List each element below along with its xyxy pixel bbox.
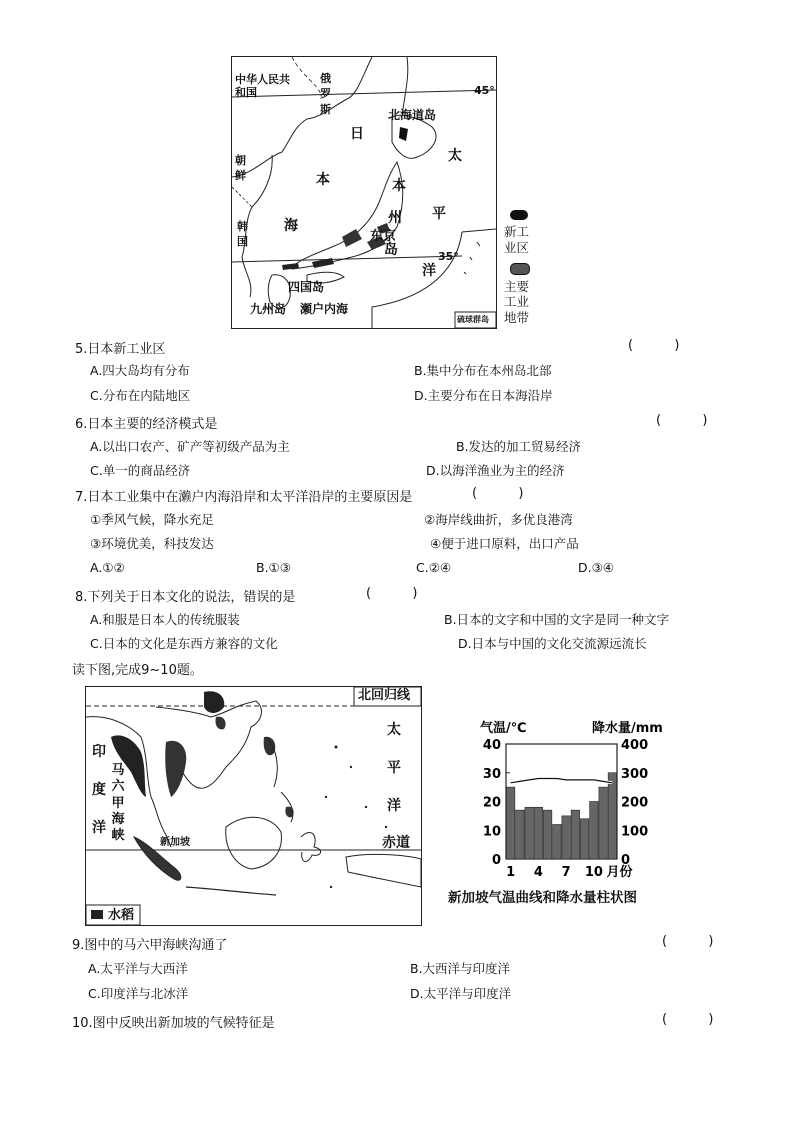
q7-option-b[interactable]: B.①③ [256,560,291,575]
indian-char-1: 印 [92,744,106,760]
label-japan-sea-1: 日 [350,126,364,142]
label-japan-sea-2: 本 [316,172,330,188]
precipitation-bar [553,825,561,860]
q5-stem: 5.日本新工业区 [75,342,166,357]
q7-statement-3: ③环境优美，科技发达 [90,536,214,551]
pacific-char-2: 平 [387,759,401,776]
q8-option-d[interactable]: D.日本与中国的文化交流源远流长 [458,636,647,651]
y-right-tick-label: 0 [621,853,631,868]
q5-option-c[interactable]: C.分布在内陆地区 [90,388,191,403]
y-right-tick-label: 200 [621,795,649,811]
q5-answer-blank[interactable]: ( ) [628,338,680,353]
pacific-char-1: 太 [387,722,401,738]
y-right-tick-label: 300 [621,766,649,782]
malacca-char-1: 马 [111,763,125,778]
malacca-char-5: 峡 [111,828,125,843]
y-right-tick-label: 100 [621,824,649,840]
label-hokkaido: 北海道岛 [388,108,437,122]
indian-char-2: 度 [92,781,106,798]
precipitation-bar [562,816,570,859]
main-industrial-symbol [510,263,530,275]
precipitation-bar [580,819,588,859]
q6-option-a[interactable]: A.以出口农产、矿产等初级产品为主 [90,439,290,454]
precipitation-bar [543,810,551,859]
y-left-tick-label: 10 [482,824,501,840]
q9-option-a[interactable]: A.太平洋与大西洋 [88,961,188,976]
label-pacific-1: 太 [448,148,462,164]
label-singapore: 新加坡 [160,837,190,848]
precipitation-bar [608,773,616,859]
q9-option-d[interactable]: D.太平洋与印度洋 [410,986,512,1001]
legend-main-industrial: 主要工业地带 [504,278,530,325]
q7-statement-1: ①季风气候，降水充足 [90,512,214,527]
label-china: 中华人民共和国 [235,73,290,100]
sea-map-drawing [86,687,421,925]
label-pacific-3: 洋 [422,263,436,279]
x-tick-label: 4 [533,865,543,880]
q6-option-d[interactable]: D.以海洋渔业为主的经济 [426,463,565,478]
q10-stem: 10.图中反映出新加坡的气候特征是 [72,1016,275,1031]
x-tick-label: 1 [506,865,516,880]
label-lat-35: 35° [438,250,459,263]
q6-option-b[interactable]: B.发达的加工贸易经济 [456,439,582,454]
label-tropic: 北回归线 [358,688,411,703]
y-left-tick-label: 0 [491,853,501,868]
q7-stem: 7.日本工业集中在濑户内海沿岸和太平洋沿岸的主要原因是 [75,490,413,505]
label-korea-north: 朝鲜 [235,154,246,183]
legend-new-industrial: 新工业区 [504,224,530,256]
pacific-char-3: 洋 [387,797,401,814]
q8-option-b[interactable]: B.日本的文字和中国的文字是同一种文字 [444,612,670,627]
q7-option-a[interactable]: A.①② [90,560,125,575]
label-kyushu: 九州岛 [250,302,287,316]
y-left-tick-label: 30 [482,766,501,782]
q7-statement-2: ②海岸线曲折，多优良港湾 [424,512,573,527]
malacca-char-4: 海 [111,811,125,827]
q6-answer-blank[interactable]: ( ) [656,413,708,428]
precipitation-bar [516,810,524,859]
label-pacific-2: 平 [432,206,446,222]
q8-option-a[interactable]: A.和服是日本人的传统服装 [90,612,240,627]
precipitation-bar [534,807,542,859]
label-honshu-1: 本 [392,178,406,194]
precipitation-bar [590,802,598,860]
q9-stem: 9.图中的马六甲海峡沟通了 [72,938,228,953]
label-malacca [110,763,126,844]
japan-map-legend [500,210,540,325]
label-shikoku: 四国岛 [288,280,325,294]
climate-chart-svg [470,712,685,884]
y-left-title: 气温/℃ [480,721,527,736]
q8-stem: 8.下列关于日本文化的说法，错误的是 [75,590,296,605]
label-honshu-2: 州 [388,210,402,226]
q6-option-c[interactable]: C.单一的商品经济 [90,463,191,478]
q9-option-c[interactable]: C.印度洋与北冰洋 [88,986,189,1001]
precipitation-bar [599,787,607,859]
intro-text: 读下图,完成9~10题。 [72,663,203,678]
malacca-char-3: 甲 [111,795,125,811]
legend-rice: 水稻 [108,908,135,923]
climate-chart-title: 新加坡气温曲线和降水量柱状图 [448,890,637,906]
label-korea-south: 韩国 [237,220,248,249]
label-pacific-sea [386,721,402,815]
label-lat-45: 45° [474,84,495,97]
indian-char-3: 洋 [92,819,106,836]
label-ryukyu: 硫球群岛 [457,315,489,324]
y-left-tick-label: 20 [482,795,501,811]
q8-answer-blank[interactable]: ( ) [366,586,418,601]
japan-map [231,56,497,329]
q6-stem: 6.日本主要的经济模式是 [75,417,218,432]
q5-option-b[interactable]: B.集中分布在本州岛北部 [414,363,552,378]
q10-answer-blank[interactable]: ( ) [662,1012,714,1027]
precipitation-bar [506,787,514,859]
x-tick-label: 10 [584,865,603,880]
y-right-tick-label: 400 [621,738,649,753]
x-tick-label: 7 [561,865,571,880]
q5-option-a[interactable]: A.四大岛均有分布 [90,363,190,378]
y-left-tick-label: 40 [482,738,501,753]
new-industrial-symbol [510,210,528,220]
malacca-char-2: 六 [111,779,125,795]
q7-statement-4: ④便于进口原料，出口产品 [430,536,579,551]
q7-option-d[interactable]: D.③④ [578,560,615,575]
y-right-title: 降水量/mm [592,721,663,736]
q9-answer-blank[interactable]: ( ) [662,934,714,949]
label-seto: 瀬户内海 [300,302,349,316]
label-honshu-3: 岛 [384,242,398,258]
precipitation-bar [525,807,533,859]
label-indian-ocean [91,743,107,837]
x-axis-title: 月份 [606,865,633,880]
label-equator: 赤道 [382,835,410,851]
q8-option-c[interactable]: C.日本的文化是东西方兼容的文化 [90,636,278,651]
q7-answer-blank[interactable]: ( ) [472,486,524,501]
label-japan-sea-3: 海 [284,218,298,234]
precipitation-bar [571,810,579,859]
q7-option-c[interactable]: C.②④ [416,560,452,575]
southeast-asia-map [85,686,422,926]
climate-chart [448,712,685,912]
label-russia: 俄罗斯 [320,72,331,116]
label-tokyo: 东京 [370,229,397,244]
q5-option-d[interactable]: D.主要分布在日本海沿岸 [414,388,553,403]
q9-option-b[interactable]: B.大西洋与印度洋 [410,961,511,976]
